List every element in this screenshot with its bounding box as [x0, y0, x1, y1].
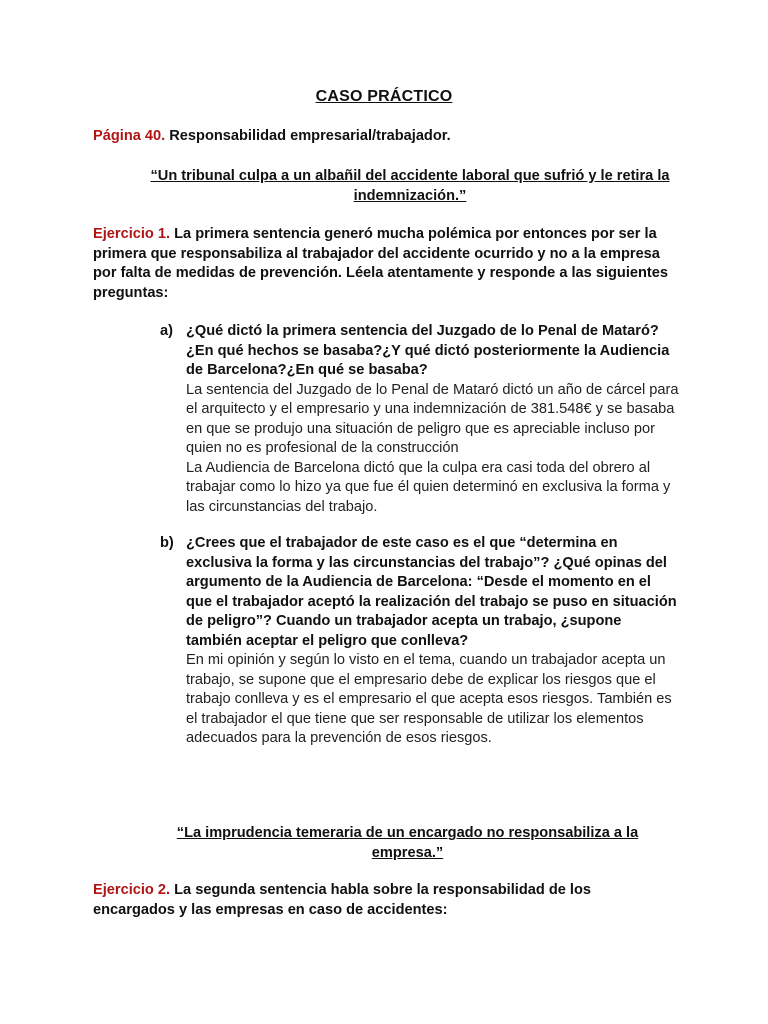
- question-text: ¿Crees que el trabajador de este caso es el que “determina en exclusiva la forma y las circunstancias del trabajo”? ¿Qué opinas del argumento de la Audiencia de Barcelona: “Desde el momento en el que el trabajador aceptó la realización del trabajo se puso en situación de peligro”? Cuando un trabajador acepta un trabajo, ¿supone también aceptar el peligro que conlleva?: [186, 535, 677, 649]
- page-reference-label: Página 40.: [93, 128, 166, 144]
- question-text: ¿Qué dictó la primera sentencia del Juzgado de lo Penal de Mataró?¿En qué hechos se basaba?¿Y qué dictó posteriormente la Audiencia de Barcelona?¿En qué se basaba?: [186, 323, 670, 378]
- exercise-1-text: La primera sentencia generó mucha polémica por entonces por ser la primera que responsabiliza al trabajador del accidente ocurrido y no a la empresa por falta de medidas de prevención. Léela atentamente y responde a las siguientes preguntas:: [93, 226, 669, 301]
- answer-text: La sentencia del Juzgado de lo Penal de Mataró dictó un año de cárcel para el arquitecto y el empresario y una indemnización de 381.548€ y se basaba en que se produjo una situación de peligro que es apreciable incluso por quien no es profesional de la construcción: [186, 381, 679, 456]
- exercise-2-label: Ejercicio 2.: [93, 882, 171, 898]
- page-reference: [93, 127, 678, 147]
- headline-2: “La imprudencia temeraria de un encargado no responsabiliza a la empresa.”: [176, 825, 639, 861]
- list-marker: a): [160, 323, 173, 339]
- exercise-2-text: La segunda sentencia habla sobre la responsabilidad de los encargados y las empresas en caso de accidentes:: [93, 882, 591, 918]
- document-title: CASO PRÁCTICO: [315, 88, 453, 105]
- question-a: [160, 322, 680, 517]
- answer-text: La Audiencia de Barcelona dictó que la culpa era casi toda del obrero al trabajar como lo hizo ya que fue él quien determinó en exclusiva la forma y las circunstancias del trabajo.: [186, 459, 671, 515]
- question-b: [160, 534, 680, 749]
- exercise-1: [93, 225, 675, 303]
- headline-1: “Un tribunal culpa a un albañil del accidente laboral que sufrió y le retira la indemnización.”: [150, 168, 670, 204]
- answer-text: En mi opinión y según lo visto en el tema, cuando un trabajador acepta un trabajo, se supone que el empresario debe de explicar los riesgos que el trabajo conlleva y es el empresario el que acepta esos riesgos. También es el trabajador el que tiene que ser responsable de utilizar los elementos adecuados para la prevención de esos riesgos.: [186, 652, 672, 746]
- exercise-1-label: Ejercicio 1.: [93, 226, 171, 242]
- list-marker: b): [160, 535, 174, 551]
- page-reference-text: Responsabilidad empresarial/trabajador.: [165, 128, 451, 144]
- list-item: [160, 534, 680, 749]
- exercise-2: [93, 881, 653, 920]
- list-item: [160, 322, 680, 517]
